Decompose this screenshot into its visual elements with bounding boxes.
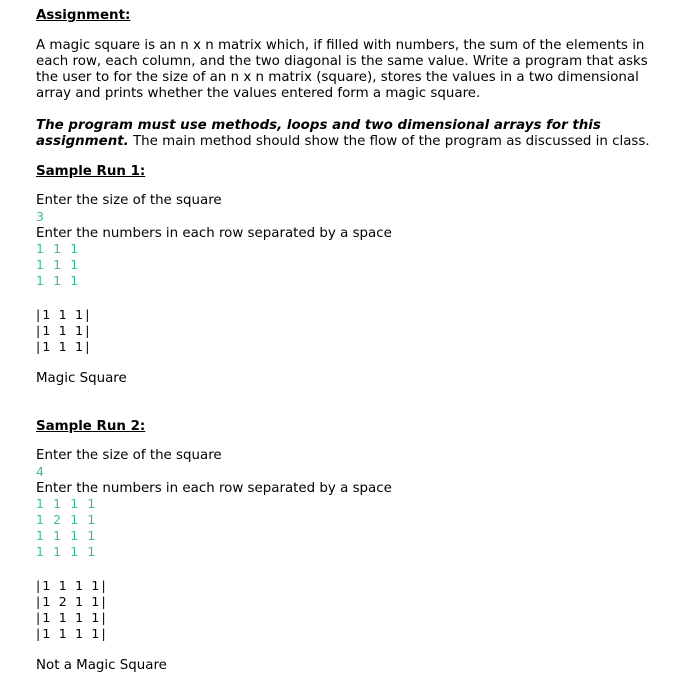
sample-run-1-prompt-numbers: Enter the numbers in each row separated by a space bbox=[36, 226, 392, 241]
sample-run-2-input-row: 1 1 1 1 bbox=[36, 496, 98, 511]
sample-run-2-result: Not a Magic Square bbox=[36, 658, 167, 673]
assignment-description: A magic square is an n x n matrix which, if filled with numbers, the sum of the elements in each row, each column, and the two diagonal is the same value. Write a program that asks the user to for the size of an n x n matrix (square), stores the values in a two dimensional array and prints whether the values entered form a magic square. bbox=[36, 38, 648, 101]
assignment-requirement bbox=[36, 118, 660, 150]
sample-run-2-prompt-size: Enter the size of the square bbox=[36, 448, 222, 463]
sample-run-2-output-row: |1 1 1 1| bbox=[36, 610, 108, 625]
sample-run-1-input-row: 1 1 1 bbox=[36, 257, 81, 272]
sample-run-1-heading: Sample Run 1: bbox=[36, 164, 146, 179]
sample-run-1-prompt-size: Enter the size of the square bbox=[36, 193, 222, 208]
sample-run-1-input-size: 3 bbox=[36, 209, 47, 224]
sample-run-2-input-row: 1 2 1 1 bbox=[36, 512, 98, 527]
sample-run-1-output-row: |1 1 1| bbox=[36, 339, 92, 354]
sample-run-2-output-row: |1 1 1 1| bbox=[36, 626, 108, 641]
sample-run-1-output-row: |1 1 1| bbox=[36, 307, 92, 322]
sample-run-1-input-row: 1 1 1 bbox=[36, 273, 81, 288]
sample-run-2-input-row: 1 1 1 1 bbox=[36, 544, 98, 559]
assignment-heading: Assignment: bbox=[36, 8, 131, 23]
sample-run-1-output-row: |1 1 1| bbox=[36, 323, 92, 338]
sample-run-1-input-row: 1 1 1 bbox=[36, 241, 81, 256]
sample-run-2-input-row: 1 1 1 1 bbox=[36, 528, 98, 543]
sample-run-2-output-row: |1 2 1 1| bbox=[36, 594, 108, 609]
sample-run-2-input-size: 4 bbox=[36, 464, 47, 479]
sample-run-2-prompt-numbers: Enter the numbers in each row separated by a space bbox=[36, 481, 392, 496]
requirement-emphasis: The program must use methods, loops and two dimensional arrays for this assignment. bbox=[36, 118, 601, 149]
requirement-rest: The main method should show the flow of the program as discussed in class. bbox=[128, 134, 650, 149]
sample-run-2-output-row: |1 1 1 1| bbox=[36, 578, 108, 593]
sample-run-2-heading: Sample Run 2: bbox=[36, 419, 146, 434]
sample-run-1-result: Magic Square bbox=[36, 371, 127, 386]
